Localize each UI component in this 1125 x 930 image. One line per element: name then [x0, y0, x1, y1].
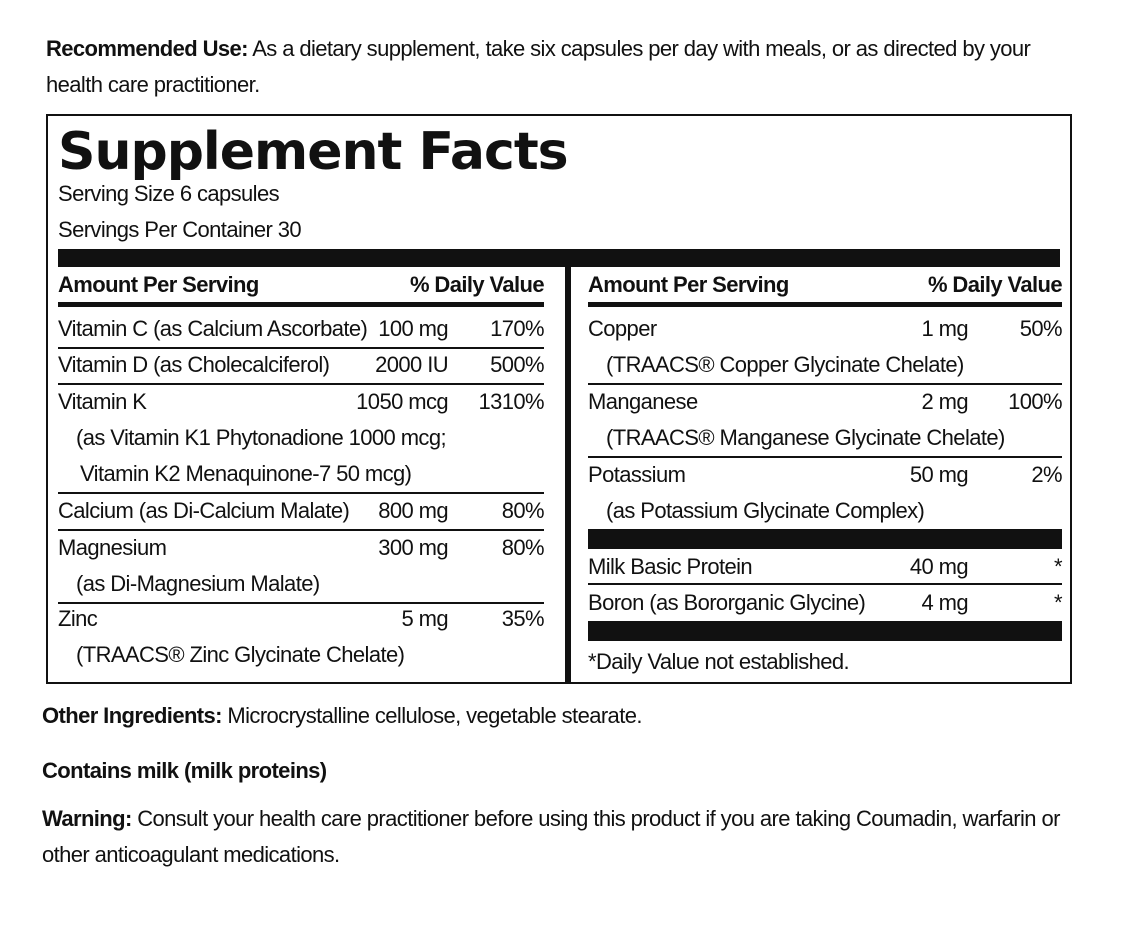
nutrient-dv: 500% [490, 352, 544, 377]
nutrient-source: (TRAACS® Copper Glycinate Chelate) [606, 352, 964, 377]
nutrient-row-copper [588, 311, 1062, 385]
section-divider-bar [588, 529, 1062, 549]
nutrient-name: Copper [588, 316, 657, 341]
nutrient-name: Magnesium [58, 535, 167, 560]
nutrient-name: Boron (as Bororganic Glycine) [588, 590, 866, 615]
nutrient-row-calcium [58, 493, 544, 531]
nutrient-name: Vitamin K [58, 389, 147, 414]
nutrient-amount: 1050 mcg [356, 389, 448, 414]
nutrient-row-zinc [58, 601, 544, 673]
nutrient-amount: 4 mg [921, 590, 968, 615]
supplement-facts-panel [46, 114, 1072, 684]
nutrient-row-potassium [588, 457, 1062, 529]
nutrient-row-magnesium [58, 530, 544, 604]
nutrient-row-vitamin-c [58, 311, 544, 349]
nutrient-amount: 1 mg [921, 316, 968, 341]
nutrient-name: Zinc [58, 606, 98, 631]
nutrient-amount: 300 mg [378, 535, 448, 560]
daily-value-footnote: *Daily Value not established. [588, 649, 850, 674]
nutrient-amount: 5 mg [401, 606, 448, 631]
column-divider [565, 267, 571, 682]
footnote-divider-bar [588, 621, 1062, 641]
right-column-header [588, 268, 1062, 307]
nutrient-amount: 100 mg [378, 316, 448, 341]
nutrient-row-manganese [588, 384, 1062, 458]
nutrient-dv: * [1054, 554, 1062, 579]
nutrient-dv: 80% [501, 535, 544, 560]
other-ingredients-body: Microcrystalline cellulose, vegetable stearate. [221, 703, 642, 728]
header-dv-left: % Daily Value [409, 272, 544, 297]
nutrient-name: Vitamin D (as Cholecalciferol) [58, 352, 330, 377]
recommended-use-text [46, 31, 1076, 103]
nutrient-amount: 2000 IU [375, 352, 448, 377]
nutrient-dv: 170% [490, 316, 544, 341]
recommended-use-body: As a dietary supplement, take six capsules per day with meals, or as directed by your health care practitioner. [46, 36, 1031, 97]
nutrient-name: Calcium (as Di-Calcium Malate) [58, 498, 350, 523]
nutrient-row-boron [588, 585, 1062, 619]
warning-label: Warning: [42, 806, 132, 831]
servings-per-container: Servings Per Container 30 [58, 217, 302, 242]
top-divider-bar [58, 249, 1060, 267]
nutrient-row-vitamin-k [58, 384, 544, 494]
header-dv-right: % Daily Value [927, 272, 1062, 297]
serving-size: Serving Size 6 capsules [58, 181, 279, 206]
nutrient-dv: 35% [501, 606, 544, 631]
nutrient-amount: 50 mg [909, 462, 968, 487]
nutrient-name: Vitamin C (as Calcium Ascorbate) [58, 316, 368, 341]
nutrient-dv: 80% [501, 498, 544, 523]
nutrient-name: Milk Basic Protein [588, 554, 753, 579]
nutrient-source: (as Potassium Glycinate Complex) [606, 498, 925, 523]
nutrient-dv: 100% [1008, 389, 1062, 414]
nutrient-amount: 2 mg [921, 389, 968, 414]
warning-text [42, 801, 1077, 873]
header-amount-left: Amount Per Serving [58, 272, 259, 297]
nutrient-row-milk-basic-protein [588, 549, 1062, 585]
nutrient-source: (TRAACS® Manganese Glycinate Chelate) [606, 425, 1005, 450]
nutrient-name: Potassium [588, 462, 686, 487]
nutrient-dv: 2% [1031, 462, 1062, 487]
panel-title: Supplement Facts [58, 122, 568, 182]
left-column-header [58, 268, 544, 307]
recommended-use-label: Recommended Use: [46, 36, 248, 61]
nutrient-dv: 1310% [478, 389, 544, 414]
other-ingredients-text [42, 698, 642, 734]
nutrient-source: (as Vitamin K1 Phytonadione 1000 mcg; [76, 425, 446, 450]
nutrient-amount: 40 mg [909, 554, 968, 579]
nutrient-name: Manganese [588, 389, 698, 414]
nutrient-row-vitamin-d [58, 347, 544, 385]
warning-body: Consult your health care practitioner before using this product if you are taking Coumadin, warfarin or other anticoagulant medications. [42, 806, 1060, 867]
nutrient-source: (as Di-Magnesium Malate) [76, 571, 320, 596]
nutrient-source-2: Vitamin K2 Menaquinone-7 50 mcg) [80, 461, 412, 486]
nutrient-dv: * [1054, 590, 1062, 615]
header-amount-right: Amount Per Serving [588, 272, 789, 297]
other-ingredients-label: Other Ingredients: [42, 703, 222, 728]
nutrient-dv: 50% [1019, 316, 1062, 341]
nutrient-amount: 800 mg [378, 498, 448, 523]
nutrient-source: (TRAACS® Zinc Glycinate Chelate) [76, 642, 405, 667]
allergen-statement: Contains milk (milk proteins) [42, 758, 327, 783]
